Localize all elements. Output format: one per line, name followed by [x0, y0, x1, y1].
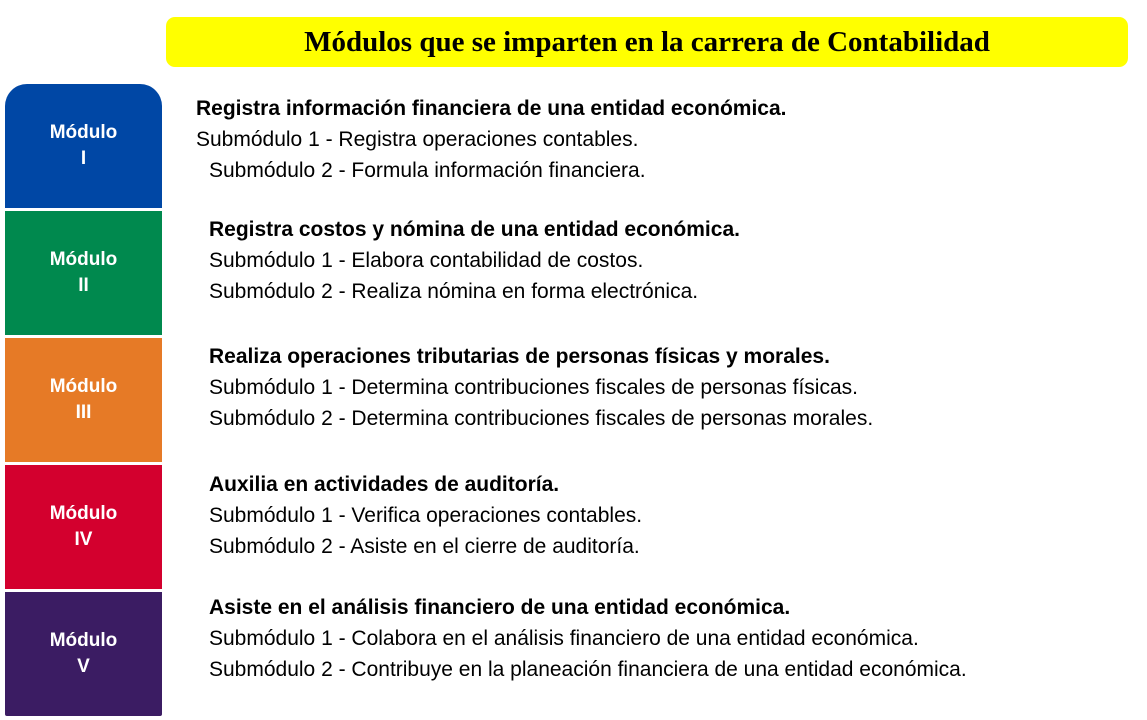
- module-3-submodule-1: Submódulo 1 - Determina contribuciones fiscales de personas físicas.: [209, 376, 858, 399]
- title-banner: [166, 17, 1128, 67]
- module-2-submodule-2: Submódulo 2 - Realiza nómina en forma electrónica.: [209, 280, 699, 303]
- module-4-description: [209, 469, 642, 562]
- module-4-submodule-1: Submódulo 1 - Verifica operaciones contables.: [209, 504, 643, 527]
- module-2-label: Módulo: [49, 249, 118, 270]
- module-3-label: Módulo: [49, 376, 118, 397]
- module-3-description: [209, 341, 873, 434]
- module-2-heading: Registra costos y nómina de una entidad económica.: [209, 218, 740, 241]
- module-5-box: [5, 592, 162, 716]
- module-5-numeral: V: [77, 656, 90, 677]
- module-1-label: Módulo: [49, 122, 118, 143]
- module-3-box: [5, 338, 162, 462]
- page-title: Módulos que se imparten en la carrera de Contabilidad: [304, 25, 990, 58]
- module-2-submodule-1: Submódulo 1 - Elabora contabilidad de costos.: [209, 249, 644, 272]
- module-1-submodule-2: Submódulo 2 - Formula información financiera.: [209, 159, 646, 182]
- module-1-box: [5, 84, 162, 208]
- module-4-numeral: IV: [74, 529, 93, 550]
- module-1-description: [196, 93, 786, 186]
- module-5-heading: Asiste en el análisis financiero de una entidad económica.: [209, 596, 791, 619]
- module-4-heading: Auxilia en actividades de auditoría.: [209, 473, 560, 496]
- module-4-label: Módulo: [49, 503, 118, 524]
- module-2-numeral: II: [78, 275, 89, 296]
- module-4-box: [5, 465, 162, 589]
- module-2-box: [5, 211, 162, 335]
- module-1-numeral: I: [80, 148, 87, 169]
- module-3-submodule-2: Submódulo 2 - Determina contribuciones fiscales de personas morales.: [209, 407, 874, 430]
- module-3-heading: Realiza operaciones tributarias de personas físicas y morales.: [209, 345, 830, 368]
- module-sidebar: [5, 84, 162, 708]
- module-4-submodule-2: Submódulo 2 - Asiste en el cierre de auditoría.: [209, 535, 640, 558]
- module-1-heading: Registra información financiera de una entidad económica.: [196, 97, 787, 120]
- module-2-description: [209, 214, 740, 307]
- module-3-numeral: III: [75, 402, 92, 423]
- module-1-submodule-1: Submódulo 1 - Registra operaciones contables.: [196, 128, 639, 151]
- module-5-description: [209, 592, 967, 685]
- module-5-label: Módulo: [49, 630, 118, 651]
- module-5-submodule-2: Submódulo 2 - Contribuye en la planeación financiera de una entidad económica.: [209, 658, 967, 681]
- module-5-submodule-1: Submódulo 1 - Colabora en el análisis financiero de una entidad económica.: [209, 627, 919, 650]
